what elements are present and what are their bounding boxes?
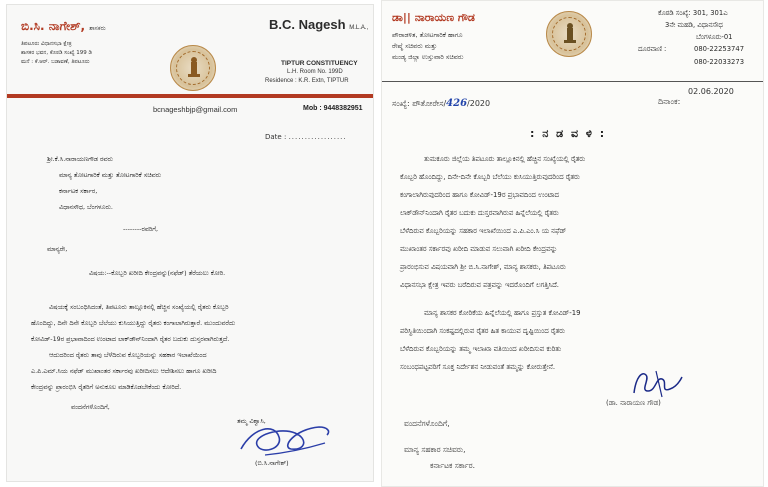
letterhead-kn-line1: ತಿಪಟೂರು ವಿಧಾನಸಭಾ ಕ್ಷೇತ್ರ — [21, 41, 72, 47]
yours-faithfully: ತಮ್ಮ ವಿಶ್ವಾಸಿ, — [237, 417, 266, 425]
name-kn-suffix: ಶಾಸಕರು — [89, 25, 106, 32]
right-letter — [381, 0, 764, 487]
letterhead-kn-line3: ಮನೆ : ಕೆ.ಆರ್. ಬಡಾವಣೆ, ತಿಪಟೂರು — [21, 59, 90, 65]
separator-line: --------ರವರಿಗೆ, — [123, 225, 159, 233]
date-label: Date : .................. — [265, 133, 347, 141]
para1-line-7: ಪ್ರಾರಂಭಿಸುವ ವಿಷಯವಾಗಿ ಶ್ರೀ ಬಿ.ಸಿ.ನಾಗೇಶ್, ಮಾನ್ಯ ಶಾಸಕರು, ತಿಪಟೂರು — [400, 263, 566, 271]
addressee-line-2: ಮಾನ್ಯ ತೋಟಗಾರಿಕೆ ಮತ್ತು ತೋಟಗಾರಿಕೆ ಸಚಿವರು — [59, 171, 162, 179]
addressee-line-3: ಕರ್ನಾಟಕ ಸರ್ಕಾರ, — [59, 187, 98, 195]
emblem-icon — [547, 12, 593, 58]
para2-line-2: ಪರಿಸ್ಥಿತಿಯಿಂದಾಗಿ ಸಂಕಷ್ಟದಲ್ಲಿರುವ ರೈತರ ಹಿತ ಕಾಯುವ ದೃಷ್ಟಿಯಿಂದ ರೈತರು — [400, 327, 565, 335]
recipient-title: ಮಾನ್ಯ ಸಹಕಾರ ಸಚಿವರು, — [404, 445, 466, 454]
letterhead-line2: ರೇಷ್ಮೆ ಸಚಿವರು ಮತ್ತು — [392, 42, 438, 50]
date-label: ದಿನಾಂಕ: — [658, 97, 681, 106]
letterhead-line1: ಪೌರಾಡಳಿತ, ತೋಟಗಾರಿಕೆ ಹಾಗೂ — [392, 31, 463, 39]
signature-narayana-gowda — [626, 367, 686, 399]
letterhead-rule — [7, 94, 374, 98]
assembly-seal — [170, 45, 216, 91]
signatory-name: (ಬಿ.ಸಿ.ನಾಗೇಶ್) — [255, 459, 289, 467]
signatory-name: (ಡಾ. ನಾರಾಯಣ ಗೌಡ) — [606, 399, 661, 407]
name-en-suffix: M.L.A., — [349, 25, 369, 31]
government-seal — [546, 11, 592, 57]
reference-number: ಸಂಖ್ಯೆ: ಪೌತೋರೇಸ/426/2020 — [392, 98, 491, 109]
name-kn: ಬಿ.ಸಿ. ನಾಗೇಶ್, — [21, 19, 86, 33]
constituency: TIPTUR CONSTITUENCY — [281, 60, 358, 67]
mobile-number: Mob : 9448382951 — [303, 105, 363, 112]
closing: ವಂದನೆಗಳೊಂದಿಗೆ, — [71, 403, 110, 411]
letterhead-rule — [382, 81, 764, 82]
emblem-icon — [171, 46, 217, 92]
recipient-govt: ಕರ್ನಾಟಕ ಸರ್ಕಾರ. — [430, 461, 475, 470]
phone-2: 080-22033273 — [694, 58, 745, 66]
phone-1: 080-22253747 — [694, 45, 745, 53]
body-line-3: ಕೋವಿಡ್-19ರ ಪ್ರಭಾವಾದಿಂದ ಉಂಟಾದ ಲಾಕ್‌ಡೌನ್‌ನಿಂದಾಗಿ ರೈತರ ಬದುಕು ದುಸ್ತರವಾಗಿರುತ್ತದೆ. — [31, 335, 230, 343]
signature-nagesh — [235, 419, 335, 461]
addressee-line-1: ಶ್ರೀ.ಕೆ.ಸಿ.ನಾರಾಯಣಗೌಡ ರವರು — [47, 155, 113, 163]
office-city: ಬೆಂಗಳೂರು-01 — [696, 33, 733, 41]
left-letter — [6, 4, 374, 482]
body-line-6: ಕೇಂದ್ರವನ್ನು ಪ್ರಾರಂಭಿಸಿ ರೈತರಿಗೆ ಅನುಕೂಲ ಮಾಡಿಕೊಡಬೇಕೆಂದು ಕೋರಿದೆ. — [31, 383, 182, 391]
letterhead-name-en — [269, 17, 368, 32]
letterhead-line3: ಮಂಡ್ಯ ಜಿಲ್ಲಾ ಉಸ್ತುವಾರಿ ಸಚಿವರು — [392, 53, 464, 61]
name-en: B.C. Nagesh — [269, 17, 346, 32]
subject-line: ವಿಷಯ:--ಕೊಬ್ಬರಿ ಖರೀದಿ ಕೇಂದ್ರವನ್ನು(ನಫೆಡ್) ತೆರೆಯಲು ಕೋರಿ. — [89, 269, 226, 277]
para1-line-5: ಬೆಳೆದಿರುವ ಕೊಬ್ಬರಿಯನ್ನು ಸಹಕಾರ ಇಲಾಖೆಯಿಂದ ಎ.ಪಿ.ಎಂ.ಸಿ ಯ ನಫೆಡ್ — [400, 227, 567, 235]
letterhead-name-kn — [21, 19, 106, 34]
para2-line-3: ಬೆಳೆದಿರುವ ಕೊಬ್ಬರಿಯನ್ನು ತಮ್ಮ ಇಲಾಖಾ ವತಿಯಿಂದ ಖರೀದಿಸುವ ಕುರಿತು — [400, 345, 562, 353]
date-value: 02.06.2020 — [688, 87, 734, 96]
office-floor: 3ನೇ ಮಹಡಿ, ವಿಧಾನಸೌಧ — [665, 21, 723, 29]
residence: Residence : K.R. Extn, TIPTUR — [265, 78, 349, 84]
para1-line-3: ಕಂಗಾಲಾಗಿರುವುದರಿಂದ ಹಾಗೂ ಕೋವಿಡ್-19ರ ಪ್ರಭಾವದಿಂದ ಉಂಟಾದ — [400, 191, 559, 199]
phone-label: ದೂರವಾಣಿ : — [638, 45, 667, 53]
salutation: ಮಾನ್ಯರೇ, — [47, 245, 68, 253]
para2-line-1: ಮಾನ್ಯ ಶಾಸಕರ ಕೋರಿಕೆಯ ಹಿನ್ನೆಲೆಯಲ್ಲಿ ಹಾಗೂ ಪ್ರಸ್ತುತ ಕೋವಿಡ್-19 — [424, 309, 581, 317]
para1-line-4: ಲಾಕ್‌ಡೌನ್‌ನಿಂದಾಗಿ ರೈತರ ಬದುಕು ದುಸ್ತರವಾಗಿರುವ ಹಿನ್ನೆಲೆಯಲ್ಲಿ ರೈತರು — [400, 209, 559, 217]
para1-line-6: ಮುಖಾಂತರ ಸರ್ಕಾರವು ಖರೀದಿ ಮಾಡುವ ಸಲುವಾಗಿ ಖರೀದಿ ಕೇಂದ್ರವನ್ನು — [400, 245, 558, 253]
memo-title: : ನ ಡ ವ ಳಿ : — [530, 127, 607, 140]
para1-line-8: ವಿಧಾನಸಭಾ ಕ್ಷೇತ್ರ ಇವರು ಬರೆದಿರುವ ಪತ್ರವನ್ನು ಇದರೊಂದಿಗೆ ಲಗತ್ತಿಸಿದೆ. — [400, 281, 559, 289]
body-line-1: ವಿಷಯಕ್ಕೆ ಸಂಬಂಧಿಸಿದಂತೆ, ತಿಪಟೂರು ತಾಲ್ಲೂಕಿನಲ್ಲಿ ಹೆಚ್ಚಿನ ಸಂಖ್ಯೆಯಲ್ಲಿ ರೈತರು ಕೊಬ್ಬರಿ — [49, 303, 229, 311]
letterhead-kn-line2: ಶಾಸಕರ ಭವನ, ಕೊಠಡಿ ಸಂಖ್ಯೆ 199 ಡಿ — [21, 50, 92, 56]
body-line-2: ಹೊಂದಿದ್ದು, ದಿನೇ ದಿನೇ ಕೊಬ್ಬರಿ ಬೆಲೆಯು ಕುಸಿಯುತ್ತಿದ್ದು ರೈತರು ಕಂಗಾಲಾಗಿರುತ್ತಾರೆ. ಮುಂದುವರೆದು — [31, 319, 236, 327]
body-line-4: ಆದುದರಿಂದ ರೈತರು ತಾವು ಬೆಳೆದಿರುವ ಕೊಬ್ಬರಿಯನ್ನು ಸಹಕಾರ ಇಲಾಖೆಯಿಂದ — [49, 351, 207, 359]
office-room: ಕೊಠಡಿ ಸಂಖ್ಯೆ: 301, 301ಎ — [658, 9, 728, 17]
para2-line-4: ಸಂಬಂಧಪಟ್ಟವರಿಗೆ ಸೂಕ್ತ ನಿರ್ದೇಶನ ನೀಡುವಂತೆ ತಮ್ಮನ್ನು ಕೋರುತ್ತೇನೆ. — [400, 363, 556, 371]
addressee-line-4: ವಿಧಾನಸೌಧ, ಬೆಂಗಳೂರು. — [59, 203, 113, 211]
room-number: L.H. Room No. 199D — [287, 69, 343, 75]
letterhead-name: ಡಾ|| ನಾರಾಯಣ ಗೌಡ — [392, 11, 475, 24]
closing: ವಂದನೆಗಳೊಂದಿಗೆ, — [404, 419, 450, 428]
para1-line-2: ಕೊಬ್ಬರಿ ಹೊಂದಿದ್ದು, ದಿನೇ-ದಿನೇ ಕೊಬ್ಬರಿ ಬೆಲೆಯು ಕುಸಿಯುತ್ತಿರುವುದರಿಂದ ರೈತರು — [400, 173, 580, 181]
para1-line-1: ತುಮಕೂರು ಜಿಲ್ಲೆಯ ತಿಪಟೂರು ತಾಲ್ಲೂಕಿನಲ್ಲಿ ಹೆಚ್ಚಿನ ಸಂಖ್ಯೆಯಲ್ಲಿ ರೈತರು — [424, 155, 586, 163]
body-line-5: ಎ.ಪಿ.ಎಮ್.ಸಿಯ ನಫೆಡ್ ಮುಖಾಂತರ ಸರ್ಕಾರವು ಖರೀದಿಸಲು ಆದೇಶಿಸಲು ಹಾಗೂ ಖರೀದಿ — [31, 367, 217, 375]
ref-number-handwritten: 426 — [446, 98, 468, 109]
email-address: bcnageshbjp@gmail.com — [153, 105, 238, 114]
